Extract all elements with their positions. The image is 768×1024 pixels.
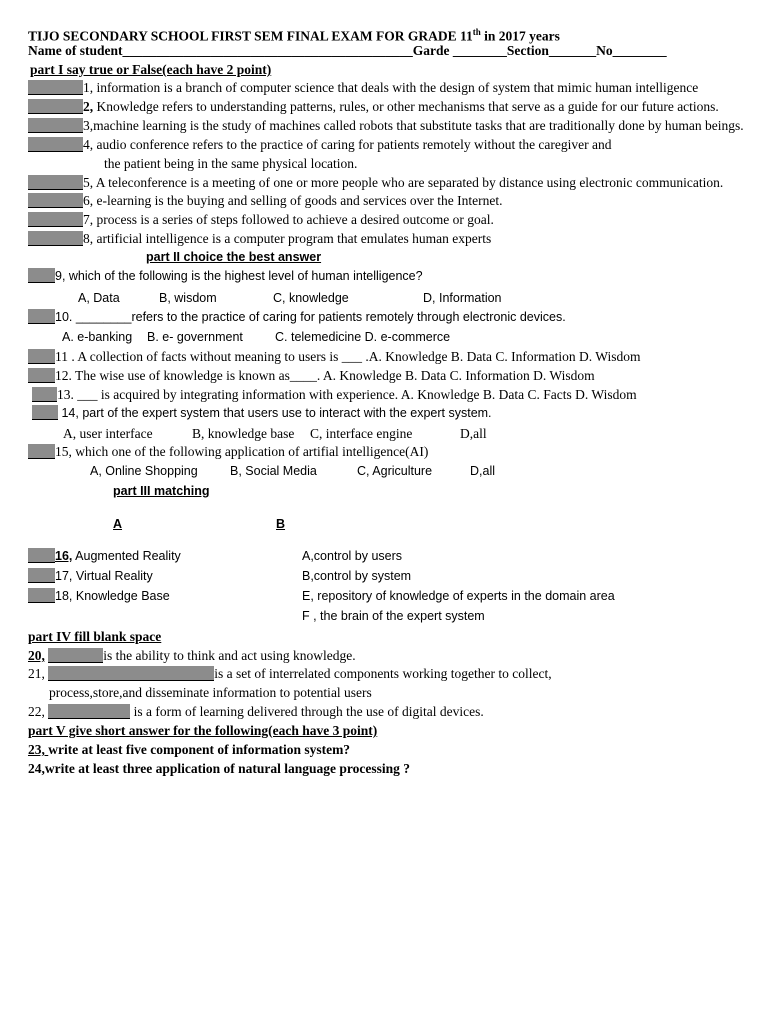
fill-question-20: 20, is the ability to think and act using knowledge. (28, 648, 356, 663)
tf-item-6: 6, e-learning is the buying and selling of goods and services over the Internet. (28, 192, 503, 209)
q9-option-c: C, knowledge (273, 291, 349, 305)
part4-heading: part IV fill blank space (28, 629, 162, 644)
fill-question-21-cont: process,store,and disseminate information to potential users (49, 685, 372, 700)
mc-question-13: 13. ___ is acquired by integrating information with experience. A. Knowledge B. Data C. Facts D. Wisdom (32, 386, 637, 403)
q15-option-c: C, Agriculture (357, 464, 433, 478)
match-item-16: 16, Augmented Reality (28, 548, 181, 565)
student-info-line: Name of student___________________________________________Garde ________Section_______No________ (28, 43, 667, 58)
answer-blank[interactable] (28, 548, 55, 563)
answer-blank[interactable] (28, 212, 83, 227)
tf-item-3: 3,machine learning is the study of machines called robots that substitute tasks that are traditionally done by human beings. (28, 117, 744, 134)
q10-option-cd: C. telemedicine D. e-commerce (275, 330, 451, 344)
answer-blank[interactable] (28, 231, 83, 246)
answer-blank[interactable] (28, 444, 55, 459)
tf-item-4-cont: the patient being in the same physical location. (104, 156, 358, 171)
q10-option-b: B. e- government (147, 330, 243, 344)
column-a-label: A (113, 517, 123, 531)
answer-blank[interactable] (28, 175, 83, 190)
q15-option-a: A, Online Shopping (90, 464, 198, 478)
q9-option-d: D, Information (423, 291, 502, 305)
answer-blank[interactable] (48, 704, 130, 719)
match-item-17: 17, Virtual Reality (28, 568, 153, 585)
answer-blank[interactable] (28, 268, 55, 283)
q14-option-b: B, knowledge base (192, 426, 295, 441)
part3-heading: part III matching (113, 484, 210, 498)
q15-option-d: D,all (470, 464, 496, 478)
match-option-f: F , the brain of the expert system (302, 609, 485, 623)
q14-option-c: C, interface engine (310, 426, 413, 441)
tf-item-5: 5, A teleconference is a meeting of one or more people who are separated by distance using electronic communication. (28, 174, 723, 191)
mc-question-15: 15, which one of the following application of artifial intelligence(AI) (28, 443, 428, 460)
answer-blank[interactable] (28, 568, 55, 583)
answer-blank[interactable] (28, 368, 55, 383)
answer-blank[interactable] (28, 137, 83, 152)
part1-heading: part I say true or False(each have 2 point) (30, 62, 272, 77)
column-b-label: B (276, 517, 286, 531)
answer-blank[interactable] (48, 648, 103, 663)
match-option-a: A,control by users (302, 549, 403, 563)
q9-option-a: A, Data (78, 291, 120, 305)
fill-question-21: 21, is a set of interrelated components working together to collect, (28, 666, 552, 681)
answer-blank[interactable] (48, 666, 214, 681)
tf-item-1: 1, information is a branch of computer science that deals with the design of system that mimic human intelligence (28, 79, 698, 96)
answer-blank[interactable] (28, 80, 83, 95)
q14-option-d: D,all (460, 426, 487, 441)
answer-blank[interactable] (32, 405, 58, 420)
q14-option-a: A, user interface (63, 426, 153, 441)
match-option-b: B,control by system (302, 569, 412, 583)
mc-question-10: 10. ________refers to the practice of caring for patients remotely through electronic devices. (28, 309, 566, 326)
match-item-18: 18, Knowledge Base (28, 588, 170, 605)
match-option-e: E, repository of knowledge of experts in the domain area (302, 589, 615, 603)
tf-item-4: 4, audio conference refers to the practice of caring for patients remotely without the caregiver and (28, 136, 612, 153)
exam-title: TIJO SECONDARY SCHOOL FIRST SEM FINAL EXAM FOR GRADE 11th in 2017 years (28, 27, 560, 44)
answer-blank[interactable] (28, 118, 83, 133)
answer-blank[interactable] (28, 588, 55, 603)
short-question-23: 23, write at least five component of information system? (28, 742, 351, 757)
q10-option-a: A. e-banking (62, 330, 133, 344)
mc-question-9: 9, which of the following is the highest level of human intelligence? (28, 268, 423, 285)
short-question-24: 24,write at least three application of natural language processing ? (28, 761, 410, 776)
answer-blank[interactable] (28, 193, 83, 208)
answer-blank[interactable] (28, 349, 55, 364)
q9-option-b: B, wisdom (159, 291, 217, 305)
answer-blank[interactable] (32, 387, 57, 402)
answer-blank[interactable] (28, 309, 55, 324)
mc-question-11: 11 . A collection of facts without meaning to users is ___ .A. Knowledge B. Data C. Information D. Wisdom (28, 348, 641, 365)
tf-item-8: 8, artificial intelligence is a computer program that emulates human experts (28, 230, 491, 247)
tf-item-7: 7, process is a series of steps followed to achieve a desired outcome or goal. (28, 211, 494, 228)
mc-question-14: 14, part of the expert system that users use to interact with the expert system. (32, 405, 492, 422)
q15-option-b: B, Social Media (230, 464, 317, 478)
part5-heading: part V give short answer for the following(each have 3 point) (28, 723, 378, 738)
answer-blank[interactable] (28, 99, 83, 114)
part2-heading: part II choice the best answer (146, 250, 322, 264)
tf-item-2: 2, Knowledge refers to understanding patterns, rules, or other mechanisms that serve as a guide for our future actions. (28, 98, 719, 115)
fill-question-22: 22, is a form of learning delivered through the use of digital devices. (28, 704, 484, 719)
mc-question-12: 12. The wise use of knowledge is known as____. A. Knowledge B. Data C. Information D. Wisdom (28, 367, 595, 384)
